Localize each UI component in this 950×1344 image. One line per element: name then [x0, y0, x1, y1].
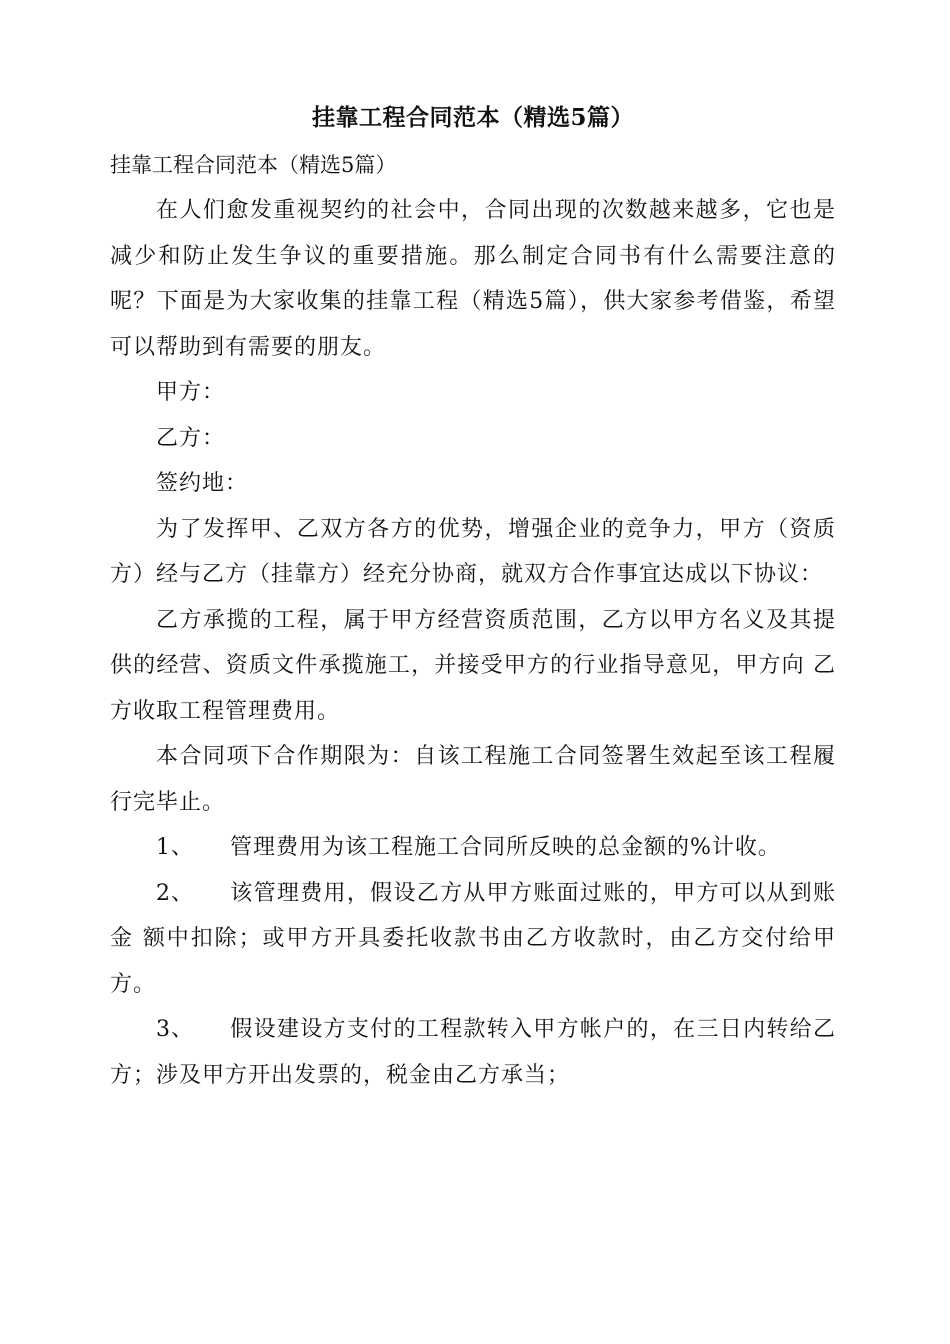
- intro-paragraph: 在人们愈发重视契约的社会中，合同出现的次数越来越多，它也是减少和防止发生争议的重要措施。那么制定合同书有什么需要注意的呢？下面是为大家收集的挂靠工程（精选5篇），供大家参考借鉴，希望可以帮助到有需要的朋友。: [110, 198, 836, 360]
- clause-number: 2、: [156, 880, 194, 906]
- clause-text: 假设建设方支付的工程款转入甲方帐户的，在三日内转给乙 方；涉及甲方开出发票的，税金由乙方承当；: [110, 1017, 836, 1088]
- document-subtitle: 挂靠工程合同范本（精选5篇）: [110, 153, 397, 177]
- party-b-line: 乙方：: [156, 425, 226, 451]
- document-title: 挂靠工程合同范本（精选5篇）: [311, 104, 634, 131]
- clause-number: 3、: [156, 1017, 194, 1042]
- clause-item: [110, 1007, 836, 1098]
- party-a-line: 甲方：: [156, 380, 226, 405]
- clause-item: [110, 871, 836, 1008]
- clause-number: 1、: [156, 835, 194, 860]
- document-page: [110, 96, 836, 1098]
- scope-paragraph: 乙方承揽的工程，属于甲方经营资质范围，乙方以甲方名义及其提 供的经营、资质文件承揽施工，并接受甲方的行业指导意见，甲方向 乙方收取工程管理费用。: [110, 607, 836, 724]
- clause-text: 管理费用为该工程施工合同所反映的总金额的%计收。: [230, 835, 781, 860]
- signing-place-line: 签约地：: [156, 471, 249, 496]
- clause-item: [110, 825, 836, 871]
- clause-text: 该管理费用，假设乙方从甲方账面过账的，甲方可以从到账金 额中扣除；或甲方开具委托收款书由乙方收款时，由乙方交付给甲 方。: [110, 880, 836, 997]
- purpose-paragraph: 为了发挥甲、乙双方各方的优势，增强企业的竞争力，甲方（资质方）经与乙方（挂靠方）经充分协商，就双方合作事宜达成以下协议：: [110, 516, 836, 587]
- term-paragraph: 本合同项下合作期限为：自该工程施工合同签署生效起至该工程履行完毕止。: [110, 744, 836, 815]
